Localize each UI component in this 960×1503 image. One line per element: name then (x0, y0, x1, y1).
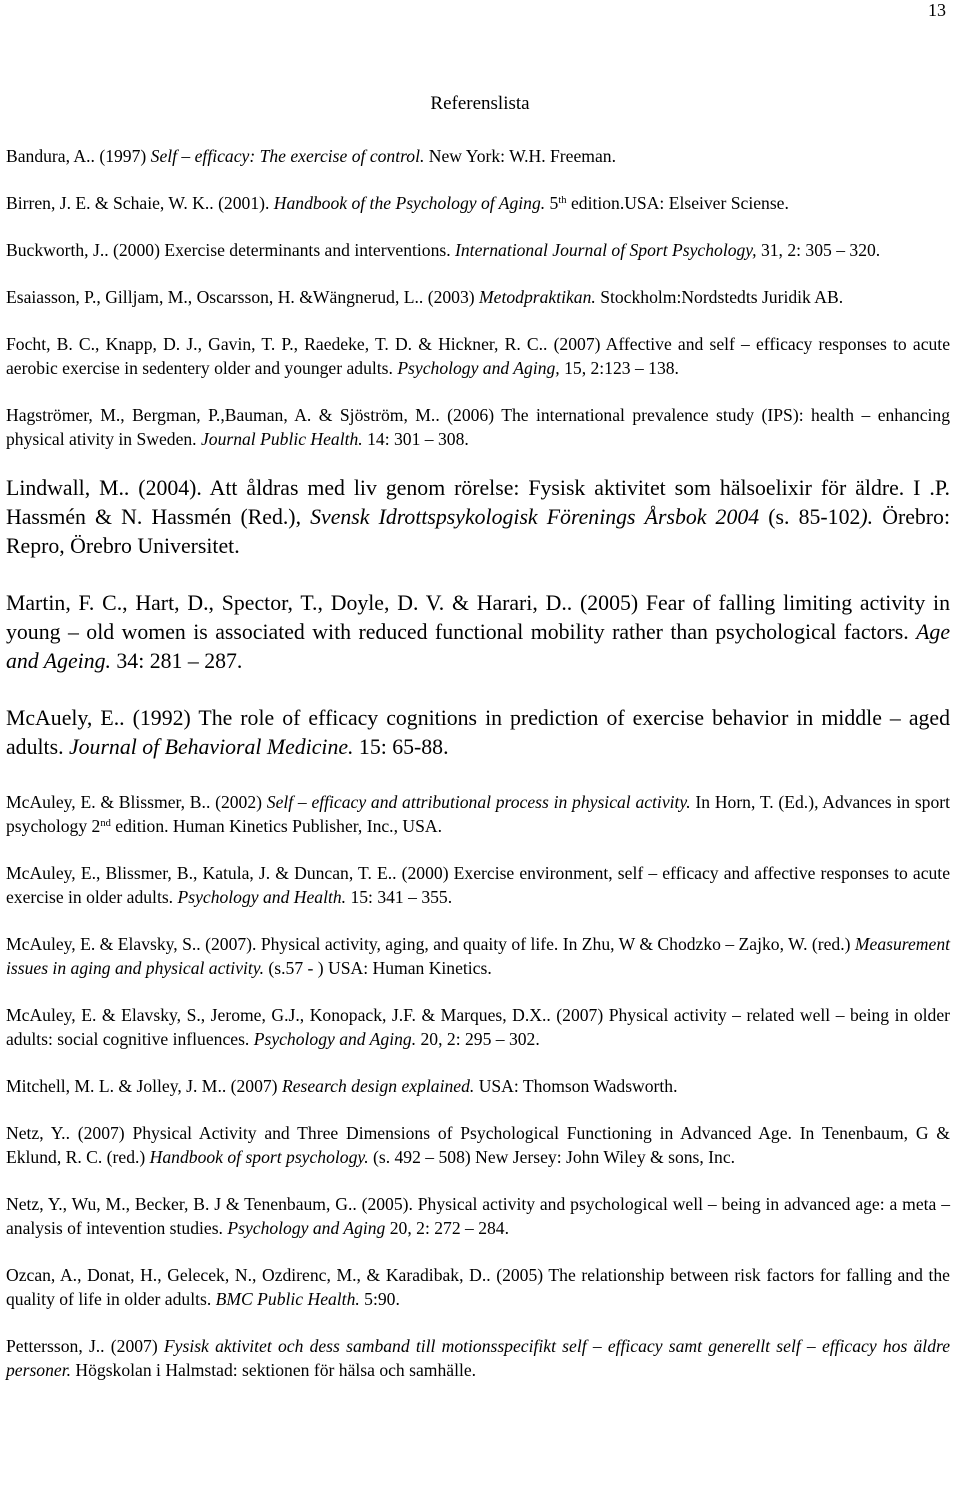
italic-title: Handbook of sport psychology. (149, 1147, 369, 1167)
reference-text: Martin, F. C., Hart, D., Spector, T., Doyle, D. V. & Harari, D.. (2005) Fear of falling limiting activity in young – old women is associated with reduced functional mobility rather than psychological factors. (6, 591, 950, 644)
reference-text: Buckworth, J.. (2000) Exercise determinants and interventions. (6, 240, 456, 260)
reference-entry (6, 1334, 950, 1382)
reference-entry (6, 861, 950, 909)
italic-title: Svensk Idrottspsykologisk Förenings Årsbok 2004 (310, 505, 760, 529)
reference-entry (6, 191, 950, 215)
reference-entry (6, 332, 950, 380)
page-number: 13 (928, 0, 946, 20)
reference-text: (s. 492 – 508) New Jersey: John Wiley & sons, Inc. (368, 1147, 736, 1167)
italic-title: Self – efficacy: The exercise of control. (150, 146, 425, 166)
reference-text: Lindwall, M.. (2004). Att åldras med liv genom rörelse: Fysisk aktivitet som hälsoelixir för äldre. I .P. Hassmén & N. Hassmén (Red.), (6, 476, 950, 529)
reference-entry (6, 1003, 950, 1051)
italic-title: Research design explained. (281, 1076, 475, 1096)
reference-text: Netz, Y.. (2007) Physical Activity and Three Dimensions of Psychological Functioning in Advanced Age. In Tenenbaum, G & Eklund, R. C. (red.) (6, 1123, 950, 1167)
italic-title: Handbook of the Psychology of Aging. (273, 193, 546, 213)
reference-text: McAuley, E., Blissmer, B., Katula, J. & Duncan, T. E.. (2000) Exercise environment, self – efficacy and affective responses to acute exercise in older adults. (6, 863, 950, 907)
reference-text: McAuely, E.. (1992) The role of efficacy cognitions in prediction of exercise behavior in middle – aged adults. (6, 706, 950, 759)
reference-entry (6, 285, 950, 309)
reference-text: Mitchell, M. L. & Jolley, J. M.. (2007) (6, 1076, 282, 1096)
reference-text: edition.USA: Elseiver Sciense. (566, 193, 789, 213)
reference-text: Netz, Y., Wu, M., Becker, B. J & Tenenbaum, G.. (2005). Physical activity and psychological well – being in advanced age: a meta – analysis of intevention studies. (6, 1194, 950, 1238)
italic-title: Self – efficacy and attributional process in physical activity. (266, 792, 691, 812)
reference-text: 15, 2:123 – 138. (559, 358, 679, 378)
reference-entry (6, 238, 950, 262)
reference-text: McAuley, E. & Elavsky, S.. (2007). Physical activity, aging, and quaity of life. In Zhu, W & Chodzko – Zajko, W. (red.) (6, 934, 855, 954)
reference-text: (s.57 - ) USA: Human Kinetics. (264, 958, 492, 978)
reference-entry (6, 144, 950, 168)
reference-entry (6, 790, 950, 838)
reference-text: 5:90. (359, 1289, 400, 1309)
reference-text: 34: 281 – 287. (110, 649, 243, 673)
reference-entry (6, 1192, 950, 1240)
italic-title: BMC Public Health. (215, 1289, 360, 1309)
reference-text: Örebro: Repro, Örebro Universitet. (6, 505, 951, 558)
reference-text: Esaiasson, P., Gilljam, M., Oscarsson, H. &Wängnerud, L.. (2003) (6, 287, 480, 307)
italic-title: Metodpraktikan. (479, 287, 596, 307)
reference-text: New York: W.H. Freeman. (424, 146, 616, 166)
reference-text: Pettersson, J.. (2007) (6, 1336, 164, 1356)
italic-title: Age and Ageing. (6, 620, 950, 673)
reference-entry (6, 704, 950, 762)
italic-title: Fysisk aktivitet och dess samband till motionsspecifikt self – efficacy samt generellt self – efficacy hos äldre personer. (6, 1336, 950, 1380)
reference-list (6, 144, 950, 1405)
superscript: nd (100, 818, 111, 829)
reference-entry (6, 474, 950, 561)
italic-title: International Journal of Sport Psychology, (455, 240, 757, 260)
reference-text: 5 (545, 193, 559, 213)
reference-text: 15: 65-88. (353, 735, 449, 759)
reference-entry (6, 932, 950, 980)
reference-text: 14: 301 – 308. (362, 429, 469, 449)
reference-text: 31, 2: 305 – 320. (756, 240, 881, 260)
reference-text: (s. 85-102 (759, 505, 861, 529)
reference-text: McAuley, E. & Blissmer, B.. (2002) (6, 792, 267, 812)
reference-text: Birren, J. E. & Schaie, W. K.. (2001). (6, 193, 274, 213)
reference-text: Hagströmer, M., Bergman, P.,Bauman, A. & Sjöström, M.. (2006) The international prevalence study (IPS): health – enhancing physical ativity in Sweden. (6, 405, 950, 449)
reference-entry (6, 1121, 950, 1169)
reference-entry (6, 1074, 950, 1098)
page-title: Referenslista (430, 93, 530, 114)
italic-title: Psychology and Aging (227, 1218, 386, 1238)
reference-entry (6, 1263, 950, 1311)
italic-title: ). (860, 505, 874, 529)
reference-entry (6, 589, 950, 676)
reference-entry (6, 403, 950, 451)
reference-text: USA: Thomson Wadsworth. (474, 1076, 678, 1096)
reference-text: In Horn, T. (Ed.), Advances in sport psychology 2 (6, 792, 951, 836)
italic-title: Psychology and Aging, (397, 358, 560, 378)
reference-text: edition. Human Kinetics Publisher, Inc., USA. (110, 816, 442, 836)
italic-title: Journal of Behavioral Medicine. (68, 735, 354, 759)
reference-text: 20, 2: 295 – 302. (416, 1029, 540, 1049)
reference-text: Stockholm:Nordstedts Juridik AB. (595, 287, 844, 307)
reference-text: Ozcan, A., Donat, H., Gelecek, N., Ozdirenc, M., & Karadibak, D.. (2005) The relationship between risk factors for falling and the quality of life in older adults. (6, 1265, 950, 1309)
italic-title: Psychology and Aging. (253, 1029, 417, 1049)
italic-title: Journal Public Health. (200, 429, 363, 449)
reference-text: 20, 2: 272 – 284. (385, 1218, 510, 1238)
reference-text: Bandura, A.. (1997) (6, 146, 151, 166)
reference-text: McAuley, E. & Elavsky, S., Jerome, G.J., Konopack, J.F. & Marques, D.X.. (2007) Physical activity – related well – being in older adults: social cognitive influences. (6, 1005, 950, 1049)
reference-text: Högskolan i Halmstad: sektionen för hälsa och samhälle. (71, 1360, 477, 1380)
reference-text: Focht, B. C., Knapp, D. J., Gavin, T. P., Raedeke, T. D. & Hickner, R. C.. (2007) Affective and self – efficacy responses to acute aerobic exercise in sedentery older and younger adults. (6, 334, 950, 378)
reference-text: 15: 341 – 355. (346, 887, 453, 907)
italic-title: Psychology and Health. (177, 887, 347, 907)
italic-title: Measurement issues in aging and physical activity. (6, 934, 950, 978)
superscript: th (558, 195, 567, 206)
